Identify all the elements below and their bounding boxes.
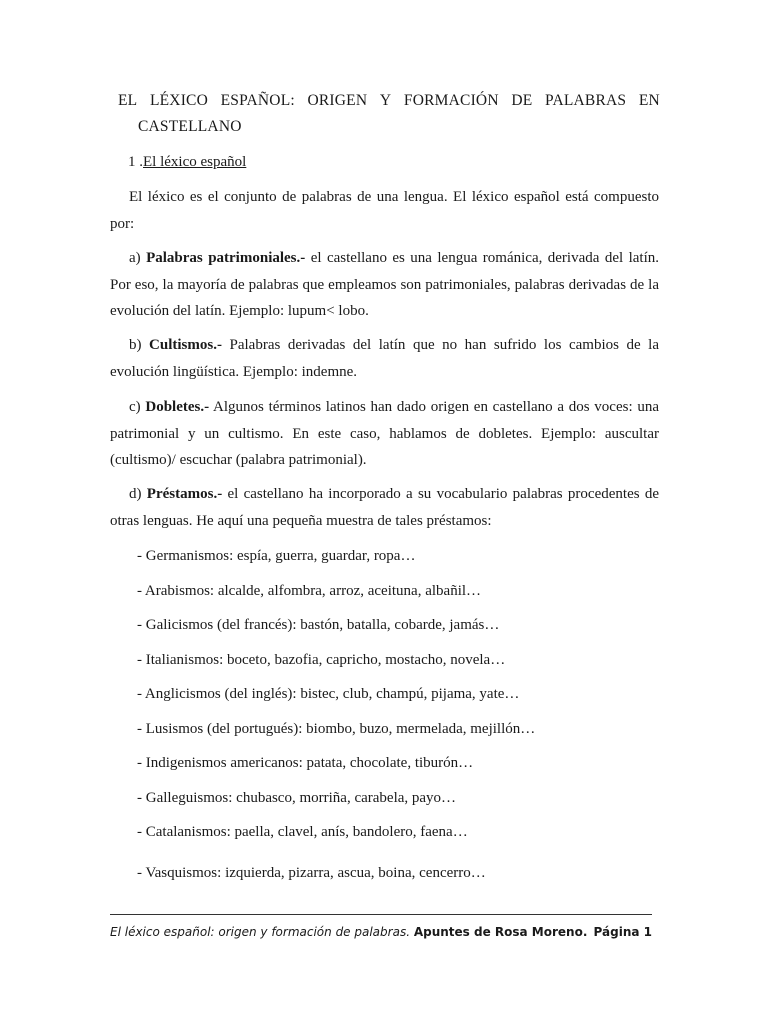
title-word: Y — [379, 92, 392, 109]
footer-document-title: El léxico español: origen y formación de palabras. — [110, 925, 411, 939]
title-word: EL — [118, 92, 138, 109]
loan-item-arabismos: - Arabismos: alcalde, alfombra, arroz, aceituna, albañil… — [137, 583, 482, 599]
section-heading — [128, 151, 246, 173]
title-word: ESPAÑOL: — [220, 92, 295, 109]
document-title — [118, 88, 660, 140]
item-text: el castellano ha incorporado a su vocabulario palabras procedentes de otras lenguas. He aquí una pequeña muestra de tales préstamos: — [110, 486, 660, 529]
loan-item-germanismos: - Germanismos: espía, guerra, guardar, ropa… — [137, 548, 416, 564]
item-paragraph-b — [110, 332, 659, 385]
item-term: Palabras patrimoniales.- — [146, 250, 306, 266]
title-word: PALABRAS — [545, 92, 627, 109]
item-paragraph-d — [110, 481, 659, 534]
title-word: LÉXICO — [149, 92, 208, 109]
title-word: ORIGEN — [307, 92, 368, 109]
loan-item-catalanismos: - Catalanismos: paella, clavel, anís, bandolero, faena… — [137, 824, 468, 840]
item-text: el castellano es una lengua románica, derivada del latín. Por eso, la mayoría de palabras que empleamos son patrimoniales, palabras derivadas de la evolución del latín. Ejemplo: lupum< lobo. — [110, 250, 660, 319]
title-line-2: CASTELLANO — [138, 118, 242, 135]
title-word: EN — [638, 92, 660, 109]
section-number: 1 . — [128, 154, 143, 170]
section-title: El léxico español — [143, 154, 247, 170]
item-text: Algunos términos latinos han dado origen en castellano a dos voces: una patrimonial y un cultismo. En este caso, hablamos de dobletes. Ejemplo: auscultar (cultismo)/ escuchar (palabra patrimonial). — [110, 399, 659, 468]
footer-author: Apuntes de Rosa Moreno. — [413, 925, 588, 939]
loan-item-vasquismos: - Vasquismos: izquierda, pizarra, ascua, boina, cencerro… — [137, 865, 486, 881]
footer-page-number: Página 1 — [593, 925, 652, 939]
title-word: FORMACIÓN — [403, 92, 499, 109]
footer-divider — [110, 914, 652, 915]
item-letter: d) — [129, 486, 142, 502]
loan-item-anglicismos: - Anglicismos (del inglés): bistec, club, champú, pijama, yate… — [137, 686, 520, 702]
item-term: Dobletes.- — [145, 399, 210, 415]
item-term: Préstamos.- — [146, 486, 223, 502]
loan-item-galicismos: - Galicismos (del francés): bastón, batalla, cobarde, jamás… — [137, 617, 500, 633]
loan-item-indigenismos: - Indigenismos americanos: patata, chocolate, tiburón… — [137, 755, 474, 771]
item-letter: b) — [129, 337, 142, 353]
item-paragraph-c — [110, 394, 659, 474]
intro-paragraph — [110, 184, 659, 237]
title-word: DE — [511, 92, 533, 109]
page-footer — [110, 923, 652, 941]
loan-item-italianismos: - Italianismos: boceto, bazofia, capricho, mostacho, novela… — [137, 652, 506, 668]
loan-item-galleguismos: - Galleguismos: chubasco, morriña, carabela, payo… — [137, 790, 457, 806]
item-term: Cultismos.- — [149, 337, 222, 353]
loan-item-lusismos: - Lusismos (del portugués): biombo, buzo, mermelada, mejillón… — [137, 721, 536, 737]
item-paragraph-a — [110, 245, 659, 325]
item-text: Palabras derivadas del latín que no han sufrido los cambios de la evolución lingüística. Ejemplo: indemne. — [110, 337, 660, 380]
item-letter: a) — [129, 250, 141, 266]
footer-left — [110, 923, 587, 941]
intro-text: El léxico es el conjunto de palabras de una lengua. El léxico español está compuesto por: — [110, 189, 659, 232]
title-line-1 — [118, 88, 660, 114]
item-letter: c) — [129, 399, 141, 415]
